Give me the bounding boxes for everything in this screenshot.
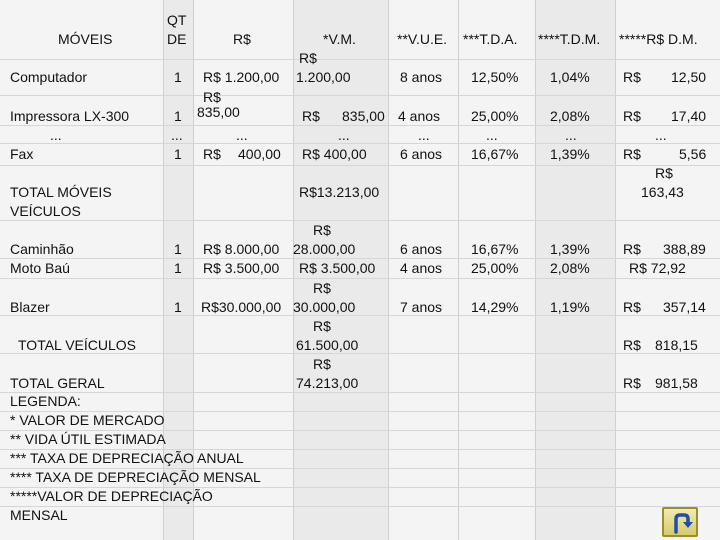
row-divider — [0, 220, 720, 221]
total-geral-dm-val: 981,58 — [655, 375, 698, 391]
tda-fax: 16,67% — [471, 146, 519, 162]
qt-fax: 1 — [174, 146, 182, 162]
ellipsis-qt: ... — [171, 127, 183, 143]
qt-impressora: 1 — [174, 108, 182, 124]
header-tda: ***T.D.A. — [463, 31, 518, 47]
rs-blazer: R$30.000,00 — [201, 299, 282, 315]
ellipsis-tdm: ... — [565, 127, 577, 143]
vm-blazer-cur: R$ — [313, 280, 331, 296]
legend-title: LEGENDA: — [10, 393, 81, 409]
ellipsis-vue: ... — [418, 127, 430, 143]
total-geral-vm-cur: R$ — [313, 356, 331, 372]
item-computador: Computador — [10, 69, 88, 85]
rs-computador: R$ 1.200,00 — [203, 69, 280, 85]
vm-moto: R$ 3.500,00 — [299, 260, 376, 276]
rs-impressora-cur: R$ — [203, 89, 221, 105]
tdm-impressora: 2,08% — [550, 108, 590, 124]
legend-line-6: MENSAL — [10, 507, 68, 523]
legend-line-3: *** TAXA DE DEPRECIAÇÃO ANUAL — [10, 450, 244, 466]
tda-impressora: 25,00% — [471, 108, 519, 124]
tdm-moto: 2,08% — [550, 260, 590, 276]
return-button[interactable] — [662, 507, 698, 537]
vm-computador-val: 1.200,00 — [296, 69, 351, 85]
total-geral-dm-cur: R$ — [623, 375, 641, 391]
dm-blazer-val: 357,14 — [663, 299, 706, 315]
tdm-fax: 1,39% — [550, 146, 590, 162]
rs-impressora-val: 835,00 — [197, 104, 240, 120]
total-veiculos-vm-val: 61.500,00 — [296, 337, 359, 353]
item-blazer: Blazer — [10, 299, 50, 315]
header-rs: R$ — [233, 31, 251, 47]
dm-impressora-val: 17,40 — [671, 108, 707, 124]
row-divider — [0, 143, 720, 144]
col-divider — [615, 0, 616, 540]
row-divider — [0, 278, 720, 279]
vue-fax: 6 anos — [400, 146, 443, 162]
qt-moto: 1 — [174, 260, 182, 276]
dm-computador-cur: R$ — [623, 69, 641, 85]
vm-impressora-val: 835,00 — [342, 108, 385, 124]
vue-impressora: 4 anos — [398, 108, 441, 124]
vue-computador: 8 anos — [400, 69, 443, 85]
total-veiculos-vm-cur: R$ — [313, 318, 331, 334]
header-qt: QT — [167, 12, 187, 28]
ellipsis-tda: ... — [486, 127, 498, 143]
total-veiculos-dm-val: 818,15 — [655, 337, 698, 353]
header-rs-dm: *****R$ D.M. — [619, 31, 698, 47]
ellipsis-rs: ... — [236, 127, 248, 143]
dm-impressora-cur: R$ — [623, 108, 641, 124]
header-vue: **V.U.E. — [397, 31, 448, 47]
ellipsis-dm: ... — [655, 127, 667, 143]
col-divider — [535, 0, 536, 540]
header-moveis: MÓVEIS — [58, 31, 113, 47]
rs-fax-cur: R$ — [203, 146, 221, 162]
tda-caminhao: 16,67% — [471, 241, 519, 257]
total-veiculos-label: TOTAL VEÍCULOS — [18, 337, 136, 353]
row-divider — [0, 315, 720, 316]
dm-fax-cur: R$ — [623, 146, 641, 162]
tdm-blazer: 1,19% — [550, 299, 590, 315]
dm-caminhao-val: 388,89 — [663, 241, 706, 257]
header-de: DE — [167, 31, 187, 47]
total-geral-vm-val: 74.213,00 — [296, 375, 359, 391]
header-tdm: ****T.D.M. — [538, 31, 601, 47]
row-divider — [0, 125, 720, 126]
tda-computador: 12,50% — [471, 69, 519, 85]
dm-blazer-cur: R$ — [623, 299, 641, 315]
qt-computador: 1 — [174, 69, 182, 85]
item-fax: Fax — [10, 146, 34, 162]
ellipsis-item: ... — [50, 127, 62, 143]
dm-computador-val: 12,50 — [671, 69, 707, 85]
tda-moto: 25,00% — [471, 260, 519, 276]
qt-caminhao: 1 — [174, 241, 182, 257]
dm-caminhao-cur: R$ — [623, 241, 641, 257]
total-moveis-vm: R$13.213,00 — [299, 184, 380, 200]
legend-line-5: *****VALOR DE DEPRECIAÇÃO — [10, 488, 213, 504]
legend — [10, 392, 261, 525]
col-divider — [293, 0, 294, 540]
vue-caminhao: 6 anos — [400, 241, 443, 257]
vm-blazer-val: 30.000,00 — [293, 299, 356, 315]
dm-fax-val: 5,56 — [679, 146, 707, 162]
tdm-caminhao: 1,39% — [550, 241, 590, 257]
row-divider — [0, 59, 720, 60]
vm-computador-cur: R$ — [299, 50, 317, 66]
dm-moto: R$ 72,92 — [629, 260, 686, 276]
rs-caminhao: R$ 8.000,00 — [203, 241, 280, 257]
ellipsis-vm: ... — [338, 127, 350, 143]
col-divider — [388, 0, 389, 540]
vue-moto: 4 anos — [400, 260, 443, 276]
vm-fax: R$ 400,00 — [302, 146, 367, 162]
total-veiculos-dm-cur: R$ — [623, 337, 641, 353]
return-arrow-icon — [668, 511, 694, 535]
legend-line-4: **** TAXA DE DEPRECIAÇÃO MENSAL — [10, 469, 261, 485]
vm-impressora-cur: R$ — [302, 108, 320, 124]
item-moto: Moto Baú — [10, 260, 70, 276]
col-divider — [458, 0, 459, 540]
rs-fax-val: 400,00 — [238, 146, 281, 162]
vm-caminhao-cur: R$ — [313, 222, 331, 238]
total-moveis-label: TOTAL MÓVEIS — [10, 184, 112, 200]
legend-line-1: * VALOR DE MERCADO — [10, 412, 165, 428]
row-divider — [0, 165, 720, 166]
total-geral-label: TOTAL GERAL — [10, 375, 105, 391]
item-caminhao: Caminhão — [10, 241, 74, 257]
vm-caminhao-val: 28.000,00 — [293, 241, 356, 257]
tda-blazer: 14,29% — [471, 299, 519, 315]
qt-blazer: 1 — [174, 299, 182, 315]
legend-line-2: ** VIDA ÚTIL ESTIMADA — [10, 431, 166, 447]
total-moveis-dm-cur: R$ — [655, 165, 673, 181]
veiculos-section-label: VEÍCULOS — [10, 203, 81, 219]
tdm-computador: 1,04% — [550, 69, 590, 85]
rs-moto: R$ 3.500,00 — [203, 260, 280, 276]
row-divider — [0, 95, 720, 96]
header-vm: *V.M. — [323, 31, 356, 47]
vue-blazer: 7 anos — [400, 299, 443, 315]
total-moveis-dm-val: 163,43 — [641, 184, 684, 200]
item-impressora: Impressora LX-300 — [10, 108, 130, 124]
